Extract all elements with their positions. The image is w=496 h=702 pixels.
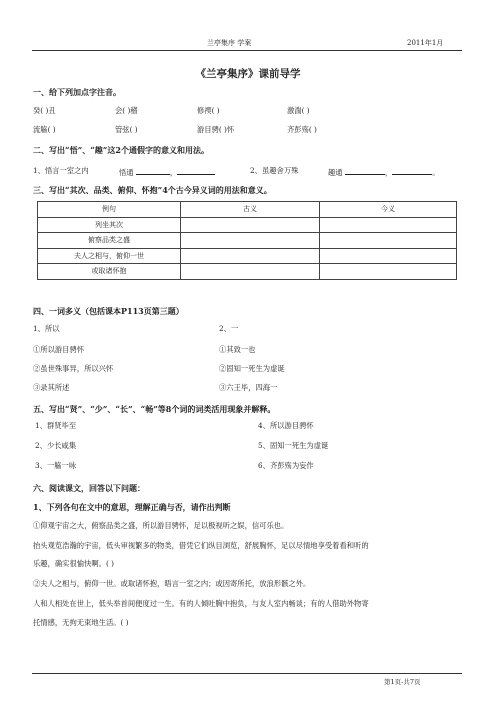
table-cell-example: 或取诸怀抱	[38, 264, 181, 280]
polysemy-item: 2、一	[219, 324, 239, 333]
polysemy-item: ③录其所述	[33, 383, 70, 392]
tongjia-item-1	[33, 166, 89, 176]
header-rule	[32, 50, 462, 51]
table-cell-answer[interactable]	[320, 233, 457, 249]
word-usage-item: 6、齐彭殇为妄作	[258, 461, 314, 470]
pinyin-item: 激湍( )	[287, 106, 310, 115]
section-1-heading: 一、给下列加点字注音。	[33, 87, 121, 97]
tongjia-item-1-label: 悟通	[119, 168, 134, 177]
section-5-heading: 五、写出“贤”、“少”、“长”、“畅”等8个词的词类活用现象并解释。	[33, 404, 276, 414]
word-usage-item: 5、固知一死生为虚诞	[258, 441, 329, 450]
answer-blank[interactable]	[177, 166, 215, 175]
passage-line: ②夫人之相与，俯仰一世。或取诸怀抱，晤言一室之内；或因寄所托，放浪形骸之外。	[33, 579, 311, 588]
pinyin-item: 游目骋( )怀	[197, 125, 235, 134]
pinyin-item: 管弦( )	[115, 125, 138, 134]
table-cell-answer[interactable]	[320, 217, 457, 233]
passage-line: 抬头观览浩瀚的宇宙，低头审视繁多的物类，借凭它们纵目浏览，舒展胸怀，足以尽情地享受着看和听的	[33, 541, 369, 550]
polysemy-item: ①所以游目骋怀	[33, 345, 85, 354]
table-row	[38, 217, 457, 233]
table-cell-answer[interactable]	[181, 248, 320, 264]
polysemy-item: ③六王毕，四海一	[219, 383, 278, 392]
passage-line: 乐趣，确实很愉快啊。( )	[33, 559, 114, 568]
section-6-heading: 六、阅读课文，回答以下问题：	[33, 483, 145, 493]
passage-line: ①仰观宇宙之大，俯察品类之盛，所以游目骋怀，足以极视听之娱，信可乐也。	[33, 521, 289, 530]
polysemy-item: ②固知一死生为虚诞	[219, 364, 285, 373]
page-number: 第1页-共7页	[384, 678, 421, 686]
answer-blank[interactable]	[392, 166, 432, 175]
question-1: 1、下列各句在文中的意思，理解正确与否，请作出判断	[33, 502, 231, 512]
table-cell-answer[interactable]	[320, 264, 457, 280]
table-cell-example: 俯察品类之盛	[38, 233, 181, 249]
table-row	[38, 233, 457, 249]
pinyin-item: 会( )稽	[115, 106, 138, 115]
header-title: 兰亭集序 学案	[207, 39, 252, 47]
passage-line: 托情感，无拘无束地生活。( )	[33, 618, 129, 627]
section-2-heading: 二、写出“悟”、“趣”这2个通假字的意义和用法。	[33, 145, 209, 155]
pinyin-item: 流觞( )	[33, 125, 56, 134]
pinyin-item: 癸( )丑	[33, 106, 56, 115]
table-cell-example: 夫人之相与，俯仰一世	[38, 248, 181, 264]
word-usage-item: 2、少长咸集	[35, 441, 77, 450]
table-cell-answer[interactable]	[320, 248, 457, 264]
table-header: 古义	[181, 202, 320, 218]
section-3-heading: 三、写出“其次、品类、俯仰、怀抱”4个古今异义词的用法和意义。	[33, 185, 272, 195]
tongjia-item-2-label: 趣通	[328, 168, 343, 177]
word-usage-item: 1、群贤毕至	[35, 421, 77, 430]
pinyin-item: 修禊( )	[197, 106, 220, 115]
polysemy-item: ②虽世殊事异，所以兴怀	[33, 364, 114, 373]
word-usage-item: 4、所以游目骋怀	[258, 421, 314, 430]
page-title: 《兰亭集序》课前导学	[195, 68, 301, 80]
tongjia-item-1-answer: 悟通 ，	[119, 166, 215, 178]
tongjia-item-1-text: 1、悟言一室之内	[33, 166, 89, 175]
table-cell-answer[interactable]	[181, 217, 320, 233]
answer-blank[interactable]	[345, 166, 385, 175]
table-header: 例句	[38, 202, 181, 218]
word-usage-item: 3、一觞一咏	[35, 461, 77, 470]
table-header: 今义	[320, 202, 457, 218]
table-header-row	[38, 202, 457, 218]
pinyin-item: 齐彭殇( )	[287, 125, 317, 134]
polysemy-item: 1、所以	[33, 324, 60, 333]
table-cell-answer[interactable]	[181, 233, 320, 249]
table-row	[38, 248, 457, 264]
table-row	[38, 264, 457, 280]
section-4-heading: 四、一词多义（包括课本P113页第三题）	[33, 306, 184, 316]
tongjia-item-2: 2、虽趣舍万殊	[250, 166, 299, 175]
polysemy-item: ①其致一也	[219, 345, 256, 354]
answer-blank[interactable]	[136, 166, 170, 175]
header-date: 2011年1月	[407, 39, 444, 47]
words-table	[37, 201, 457, 280]
tongjia-item-2-answer: 趣通 ， 。	[328, 168, 440, 177]
table-cell-answer[interactable]	[181, 264, 320, 280]
passage-line: 人和人相处在世上，低头举首间便度过一生。有的人倾吐胸中抱负，与友人室内畅谈；有的人借助外物寄	[33, 599, 369, 608]
table-cell-example: 列坐其次	[38, 217, 181, 233]
footer-rule	[32, 673, 462, 674]
